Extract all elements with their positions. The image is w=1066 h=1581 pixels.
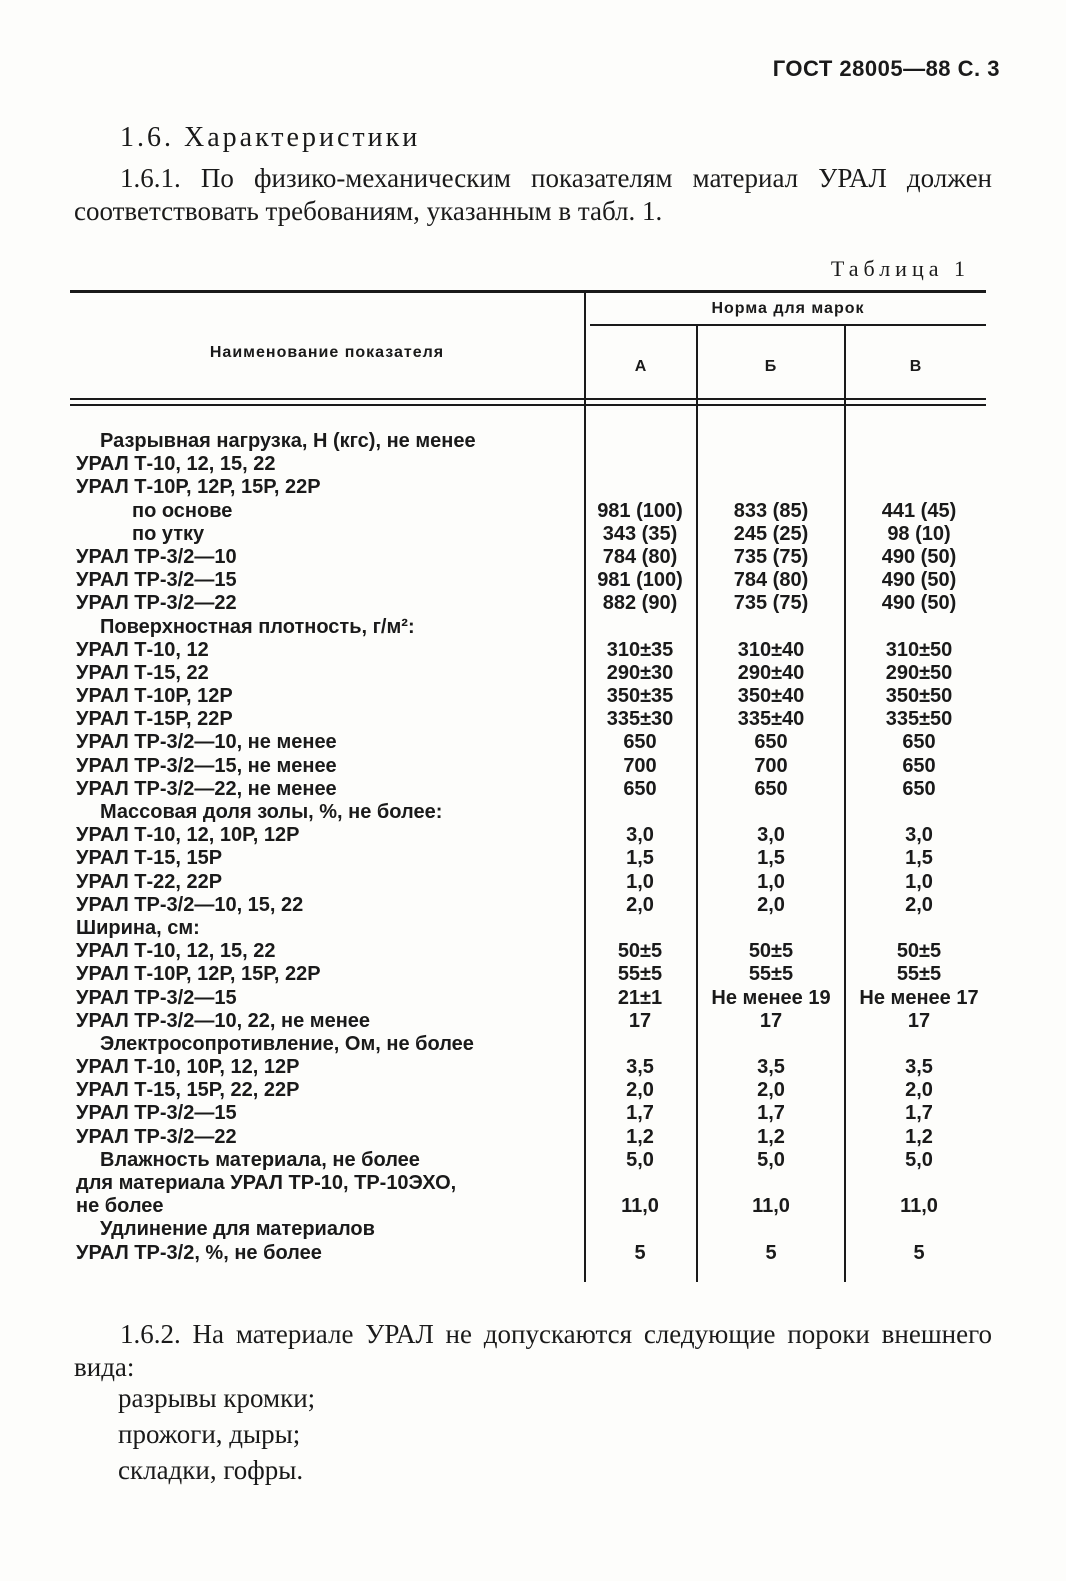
defects-list [118, 1380, 315, 1488]
row-label: УРАЛ ТР-3/2—10, 15, 22 [76, 893, 304, 916]
row-label: УРАЛ ТР-3/2—22 [76, 1125, 237, 1148]
grade-b-value: 700 [754, 754, 788, 777]
grade-a-value: 650 [623, 777, 657, 800]
grade-c-value: 2,0 [905, 893, 933, 916]
table-row [0, 546, 1066, 569]
table-row [0, 476, 1066, 499]
table-row [0, 1218, 1066, 1241]
grade-b-value: 2,0 [757, 893, 785, 916]
row-label: УРАЛ Т-15Р, 22Р [76, 708, 233, 731]
row-label: УРАЛ Т-10, 12 [76, 638, 209, 661]
table-row [0, 894, 1066, 917]
grade-b-value: 1,5 [757, 847, 785, 870]
grade-c-value: 5,0 [905, 1148, 933, 1171]
grade-c-value: 310±50 [885, 638, 953, 661]
grade-b-value: 735 (75) [733, 545, 809, 568]
grade-c-value: 17 [907, 1009, 931, 1032]
grade-b-value: 784 (80) [733, 569, 809, 592]
list-item: складки, гофры. [118, 1455, 304, 1485]
grade-b-value: 3,0 [757, 824, 785, 847]
row-label: УРАЛ ТР-3/2—22 [76, 592, 237, 615]
grade-c-value: 5 [913, 1241, 925, 1264]
table-row [0, 801, 1066, 824]
row-label: Ширина, см: [76, 916, 200, 939]
grade-b-value: 1,7 [757, 1102, 785, 1125]
table-row [0, 662, 1066, 685]
grade-b-value: 650 [754, 777, 788, 800]
grade-a-value: 5 [634, 1241, 646, 1264]
table-row [0, 1172, 1066, 1195]
grade-b-value: 650 [754, 731, 788, 754]
grade-a-value: 310±35 [606, 638, 674, 661]
grade-c-value: 98 (10) [887, 522, 951, 545]
grade-c-value: 650 [902, 777, 936, 800]
paragraph-1-6-2: 1.6.2. На материале УРАЛ не допускаются следующие пороки внешнего вида: [74, 1319, 992, 1382]
table-row [0, 1126, 1066, 1149]
header-rule-2 [70, 404, 986, 406]
row-label: УРАЛ Т-10, 12, 15, 22 [76, 453, 276, 476]
grade-a-value: 343 (35) [602, 522, 678, 545]
row-label: Разрывная нагрузка, Н (кгс), не менее [100, 430, 476, 452]
table-row [0, 708, 1066, 731]
grade-b-value: Не менее 19 [711, 986, 831, 1009]
grade-a-value: 335±30 [606, 708, 674, 731]
grade-b-value: 1,2 [757, 1125, 785, 1148]
grade-c-header: В [909, 358, 923, 375]
grade-c-value: 1,7 [905, 1102, 933, 1125]
grade-b-value: 5,0 [757, 1148, 785, 1171]
row-label: УРАЛ Т-10Р, 12Р, 15Р, 22Р [76, 476, 321, 499]
row-label: УРАЛ ТР-3/2, %, не более [76, 1241, 322, 1264]
header-rule-1 [70, 398, 986, 400]
document-header: ГОСТ 28005—88 С. 3 [772, 56, 1000, 81]
row-label: УРАЛ ТР-3/2—10, 22, не менее [76, 1009, 371, 1032]
table-row [0, 685, 1066, 708]
grade-a-value: 3,5 [626, 1056, 654, 1079]
grade-a-value: 350±35 [606, 685, 674, 708]
row-label: Электросопротивление, Ом, не более [100, 1032, 474, 1055]
table-row [0, 871, 1066, 894]
grade-c-value: 3,5 [905, 1056, 933, 1079]
grade-a-value: 2,0 [626, 1079, 654, 1102]
grade-b-value: 55±5 [748, 963, 794, 986]
grade-a-value: 981 (100) [597, 499, 683, 522]
grade-b-value: 50±5 [748, 940, 794, 963]
row-label: УРАЛ Т-22, 22Р [76, 870, 223, 893]
grade-b-value: 3,5 [757, 1056, 785, 1079]
table-row [0, 1149, 1066, 1172]
grade-b-value: 310±40 [737, 638, 805, 661]
row-label: УРАЛ Т-15, 22 [76, 661, 209, 684]
table-row [0, 1079, 1066, 1102]
grade-b-value: 1,0 [757, 870, 785, 893]
row-label: для материала УРАЛ ТР-10, ТР-10ЭХО, [76, 1172, 457, 1194]
table-row [0, 1242, 1066, 1265]
table-row [0, 1010, 1066, 1033]
grade-c-value: 2,0 [905, 1079, 933, 1102]
grade-a-value: 50±5 [617, 940, 663, 963]
row-label: УРАЛ ТР-3/2—15, не менее [76, 754, 337, 777]
grade-c-value: 490 (50) [881, 592, 957, 615]
grade-c-value: 290±50 [885, 661, 953, 684]
grade-a-value: 1,5 [626, 847, 654, 870]
table-body [0, 430, 1066, 1265]
row-label: УРАЛ Т-15, 15Р, 22, 22Р [76, 1079, 300, 1102]
row-label: УРАЛ Т-10, 12, 10Р, 12Р [76, 824, 300, 847]
grade-c-value: 650 [902, 731, 936, 754]
table-row [0, 940, 1066, 963]
table-row [0, 824, 1066, 847]
grade-c-value: 650 [902, 754, 936, 777]
grade-b-header: Б [764, 358, 778, 375]
grade-c-value: 1,0 [905, 870, 933, 893]
grade-c-value: 490 (50) [881, 545, 957, 568]
row-label: Влажность материала, не более [100, 1148, 420, 1171]
grade-a-value: 55±5 [617, 963, 663, 986]
grade-c-value: 441 (45) [881, 499, 957, 522]
grade-c-value: 335±50 [885, 708, 953, 731]
table-top-rule [70, 290, 986, 293]
row-label: Удлинение для материалов [100, 1218, 375, 1241]
table-row [0, 778, 1066, 801]
row-label: по утку [132, 522, 205, 545]
table-caption: Таблица 1 [830, 256, 970, 281]
paragraph-1-6-1: 1.6.1. По физико-механическим показателям материал УРАЛ должен соответствовать требованиям, указанным в табл. 1. [74, 163, 992, 226]
grade-a-value: 21±1 [617, 986, 663, 1009]
grade-b-value: 11,0 [752, 1195, 790, 1218]
table-row [0, 1102, 1066, 1125]
grade-b-value: 2,0 [757, 1079, 785, 1102]
row-label: УРАЛ ТР-3/2—22, не менее [76, 777, 337, 800]
grade-a-value: 1,0 [626, 870, 654, 893]
grade-a-value: 11,0 [621, 1195, 659, 1218]
grade-c-value: Не менее 17 [859, 986, 979, 1009]
table-row [0, 592, 1066, 615]
table-row [0, 963, 1066, 986]
grade-b-value: 290±40 [737, 661, 805, 684]
row-label: Поверхностная плотность, г/м²: [100, 615, 415, 638]
grade-a-value: 700 [623, 754, 657, 777]
row-label: по основе [132, 499, 233, 522]
list-item: разрывы кромки; [118, 1383, 316, 1413]
grade-b-value: 735 (75) [733, 592, 809, 615]
column-header-name: Наименование показателя [209, 344, 445, 361]
row-label: УРАЛ ТР-3/2—15 [76, 1102, 237, 1125]
table-row [0, 453, 1066, 476]
group-header-rule [590, 324, 986, 326]
grade-a-value: 3,0 [626, 824, 654, 847]
table-row [0, 987, 1066, 1010]
grade-c-value: 1,2 [905, 1125, 933, 1148]
table-row [0, 430, 1066, 453]
row-label: УРАЛ ТР-3/2—15 [76, 986, 237, 1009]
grade-c-value: 3,0 [905, 824, 933, 847]
row-label: УРАЛ ТР-3/2—15 [76, 569, 237, 592]
grade-c-value: 50±5 [896, 940, 942, 963]
grade-b-value: 335±40 [737, 708, 805, 731]
group-header: Норма для марок [711, 300, 865, 317]
table-row [0, 1033, 1066, 1056]
grade-a-value: 1,2 [626, 1125, 654, 1148]
section-title: 1.6. Характеристики [120, 122, 421, 153]
table-row [0, 731, 1066, 754]
table-row [0, 755, 1066, 778]
row-label: Массовая доля золы, %, не более: [100, 801, 443, 823]
row-label: УРАЛ Т-10, 10Р, 12, 12Р [76, 1056, 300, 1079]
grade-a-value: 17 [628, 1009, 652, 1032]
grade-a-value: 2,0 [626, 893, 654, 916]
grade-a-value: 650 [623, 731, 657, 754]
grade-a-header: А [634, 358, 648, 375]
row-label: УРАЛ Т-10, 12, 15, 22 [76, 940, 276, 963]
grade-c-value: 55±5 [896, 963, 942, 986]
table-row [0, 639, 1066, 662]
row-label: не более [76, 1195, 164, 1218]
grade-b-value: 17 [759, 1009, 783, 1032]
grade-b-value: 833 (85) [733, 499, 809, 522]
grade-b-value: 5 [765, 1241, 777, 1264]
table-row [0, 616, 1066, 639]
table-row [0, 917, 1066, 940]
table-row [0, 1056, 1066, 1079]
table-row [0, 523, 1066, 546]
table-row [0, 500, 1066, 523]
grade-b-value: 350±40 [737, 685, 805, 708]
list-item: прожоги, дыры; [118, 1419, 301, 1449]
grade-b-value: 245 (25) [733, 522, 809, 545]
row-label: УРАЛ ТР-3/2—10, не менее [76, 731, 337, 754]
grade-a-value: 290±30 [606, 661, 674, 684]
table-row [0, 569, 1066, 592]
grade-a-value: 981 (100) [597, 569, 683, 592]
row-label: УРАЛ Т-15, 15Р [76, 847, 223, 870]
grade-c-value: 350±50 [885, 685, 953, 708]
grade-c-value: 1,5 [905, 847, 933, 870]
table-row [0, 1195, 1066, 1218]
row-label: УРАЛ Т-10Р, 12Р [76, 685, 233, 708]
row-label: УРАЛ ТР-3/2—10 [76, 545, 237, 568]
grade-a-value: 784 (80) [602, 545, 678, 568]
grade-c-value: 490 (50) [881, 569, 957, 592]
grade-a-value: 5,0 [626, 1148, 654, 1171]
table-row [0, 847, 1066, 870]
grade-a-value: 1,7 [626, 1102, 654, 1125]
grade-c-value: 11,0 [900, 1195, 938, 1218]
grade-a-value: 882 (90) [602, 592, 678, 615]
row-label: УРАЛ Т-10Р, 12Р, 15Р, 22Р [76, 963, 321, 986]
